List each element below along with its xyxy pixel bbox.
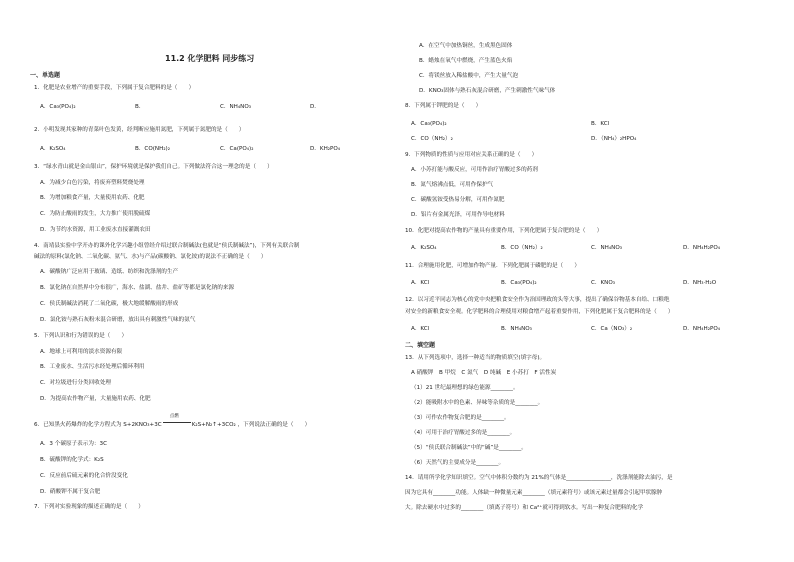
question-13-sub-4: （4）可用于治疗胃酸过多的是________。 <box>411 430 516 436</box>
option-d: D．（NH₄）₂HPO₄ <box>591 136 637 142</box>
question-4-stem-line1: 4．南靖县实验中学开办的课外化学兴趣小组曾经介绍过联合制碱法(也就是“侯氏制碱法”)，下列有关联合制 <box>34 243 300 249</box>
section-heading-fill-in: 二、填空题 <box>405 342 436 349</box>
question-3-option-d: D．为节约水资源，用工业废水直接灌溉农田 <box>40 227 151 233</box>
question-6-stem <box>34 414 311 428</box>
question-5-option-c: C．对垃圾进行分类回收处理 <box>40 380 112 386</box>
question-4-stem-line2: 碱法的原料(氯化钠、二氧化碳、氨气、水)与产品(碳酸钠、氯化铵)的说法不正确的是（ ） <box>34 254 267 260</box>
question-13-sub-6: （6）天然气的主要成分是________。 <box>411 460 505 466</box>
question-13-sub-3: （3）可作农作物复合肥的是________。 <box>411 415 510 421</box>
question-12-stem-line1: 12．以习近平同志为核心的党中央把粮食安全作为治国理政的头等大事，提出了确保谷物基本自给、口粮绝 <box>405 297 670 303</box>
question-13-stem: 13．从下列选项中，选择一种适当的物质填空(填字母)。 <box>405 355 546 361</box>
question-6-stem-before: 6．已知黑火药爆炸的化学方程式为 S+2KNO₃+3C <box>34 422 162 428</box>
question-9-option-c: C．碳酸氢铵受热易分解，可用作氮肥 <box>411 197 505 203</box>
option-d: D．NH₄H₂PO₄ <box>683 245 721 251</box>
question-6-option-d: D．硝酸钾不属于复合肥 <box>40 489 101 495</box>
option-c: C．NH₄NO₃ <box>591 245 622 251</box>
question-13-sub-5: （5）“侯氏联合制碱法”中的“碱”是________。 <box>411 445 527 451</box>
question-13-sub-2: （2）能吸附水中的色素、异味等杂质的是________。 <box>411 400 544 406</box>
option-c: C．CO（NH₂）₂ <box>411 136 453 142</box>
option-c: C．Ca(PO₄)₂ <box>220 146 254 152</box>
question-11-stem: 11．合理施用化肥，可增加作物产量．下列化肥属于磷肥的是（ ） <box>405 263 580 269</box>
option-b: B．NH₄NO₃ <box>501 326 532 332</box>
question-3-stem: 3．“绿水青山就是金山银山”，保护环境就是保护我们自己。下列做法符合这一理念的是（ ） <box>34 164 273 170</box>
option-b: B．CO(NH₂)₂ <box>135 146 170 152</box>
question-3-option-c: C．为防止酸雨的发生，大力推广使用脱硫煤 <box>40 211 151 217</box>
question-1-stem: 1．化肥是农业增产的重要手段，下列属于复合肥料的是（ ） <box>34 85 195 91</box>
question-2-stem: 2．小明发现其家种的青菜叶色发黄，经判断应施用氮肥，下列属于氮肥的是（ ） <box>34 127 245 133</box>
question-6-option-a: A．3 个碳原子表示为：3C <box>40 441 107 447</box>
option-a: A．KCl <box>411 280 430 286</box>
question-4-option-c: C．侯氏制碱法消耗了二氧化碳，极大地缓解酸雨的形成 <box>40 301 179 307</box>
option-c: C．NH₄NO₃ <box>220 104 251 110</box>
question-6-option-b: B．硫酸钾的化学式：K₂S <box>40 457 104 463</box>
question-6-stem-after: K₂S+N₂↑+3CO₂ ，下列说法正确的是（ ） <box>191 422 311 428</box>
question-6-option-c: C．反应前后硫元素的化合价没变化 <box>40 473 128 479</box>
question-7-option-b: B．蜡烛在氧气中燃烧，产生蓝色火焰 <box>419 58 513 64</box>
option-d: D．NH₄H₂PO₄ <box>683 326 721 332</box>
reaction-arrow <box>162 414 192 426</box>
question-7-option-a: A．在空气中加热铜丝，生成黑色固体 <box>419 43 513 49</box>
option-d: D． <box>310 104 320 110</box>
option-a: A．K₂SO₄ <box>40 146 66 152</box>
question-9-option-a: A．小苏打能与酸反应，可用作治疗胃酸过多的药剂 <box>411 167 538 173</box>
question-4-option-b: B．氯化钠在自然界中分布很广，海水、盐湖、盐井、盐矿等都是氯化钠的来源 <box>40 285 235 291</box>
option-b: B．KCl <box>591 121 610 127</box>
question-14-line2: 因为它具有________功能。人体缺一种微量元素________（填元素符号）或该元素过量都会引起甲状腺肿 <box>405 490 663 496</box>
question-10-stem: 10．化肥对提高农作物的产量具有重要作用，下列化肥属于复合肥的是（ ） <box>405 228 603 234</box>
question-12-stem-line2: 对安全的新粮食安全观。化学肥料的合理使用对粮食增产起着重要作用，下列化肥属于复合肥料的是（ ） <box>405 309 674 315</box>
option-c: C．Ca（NO₃）₂ <box>591 326 633 332</box>
question-8-stem: 8．下列属于钾肥的是（ ） <box>405 103 482 109</box>
question-7-option-d: D．KNO₃固体与熟石灰混合研磨，产生刺激性气味气体 <box>419 88 556 94</box>
question-9-option-b: B．氮气熔沸点低，可用作保护气 <box>411 182 494 188</box>
question-5-option-b: B．工业废水、生活污水经处理后循环利用 <box>40 364 145 370</box>
option-b: B．CO（NH₂）₂ <box>501 245 543 251</box>
question-7-option-c: C．将镁丝放入稀盐酸中，产生大量气泡 <box>419 73 519 79</box>
section-heading-single-choice: 一、单选题 <box>30 72 61 79</box>
question-3-option-b: B．为增加粮食产量，大量使用农药、化肥 <box>40 195 145 201</box>
question-9-option-d: D．铝片有金属光泽，可用作导电材料 <box>411 212 505 218</box>
option-b: B． <box>135 104 145 110</box>
question-4-option-a: A．碳酸钠广泛应用于玻璃、造纸、纺织和洗涤剂的生产 <box>40 269 179 275</box>
question-5-option-a: A．地球上可利用的淡水资源有限 <box>40 349 123 355</box>
question-5-stem: 5．下列认识和行为错误的是（ ） <box>34 333 128 339</box>
option-a: A．K₂SO₄ <box>411 245 437 251</box>
page-title: 11.2 化学肥料 同步练习 <box>165 54 255 63</box>
question-13-choices: A 硝酸钾 B 甲烷 C 氮气 D 纯碱 E 小苏打 F 活性炭 <box>411 370 557 376</box>
question-14-line1: 14．请用所学化学知识填空。空气中体积分数约为 21%的气体是________________，洗涤剂能除去油污，是 <box>405 475 673 481</box>
reaction-condition: 点燃 <box>169 414 179 419</box>
option-c: C．KNO₃ <box>591 280 615 286</box>
question-9-stem: 9．下列物质的性质与应用对应关系正确的是（ ） <box>405 152 538 158</box>
option-d: D．KH₂PO₄ <box>310 146 341 152</box>
option-b: B．Ca₃(PO₄)₂ <box>501 280 537 286</box>
option-a: A．Ca₃(PO₄)₂ <box>411 121 447 127</box>
question-13-sub-1: （1）21 世纪最理想的绿色能源________。 <box>411 385 519 391</box>
question-14-line3: 大。除去硬水中过多的________（填离子符号）和 Ca²⁺就可得到软水。写出一种复合肥料的化学 <box>405 505 644 511</box>
option-a: A．KCl <box>411 326 430 332</box>
question-5-option-d: D．为提高农作物产量，大量施用农药、化肥 <box>40 396 151 402</box>
question-7-stem: 7．下列对实验现象的描述正确的是（ ） <box>34 504 144 510</box>
option-a: A．Ca₃(PO₄)₂ <box>40 104 76 110</box>
question-3-option-a: A．为减少白色污染，将废弃塑料焚烧处理 <box>40 180 145 186</box>
option-d: D．NH₃·H₂O <box>683 280 717 286</box>
question-4-option-d: D．氯化铵与熟石灰粉末混合研磨，放出具有刺激性气味的氨气 <box>40 317 196 323</box>
